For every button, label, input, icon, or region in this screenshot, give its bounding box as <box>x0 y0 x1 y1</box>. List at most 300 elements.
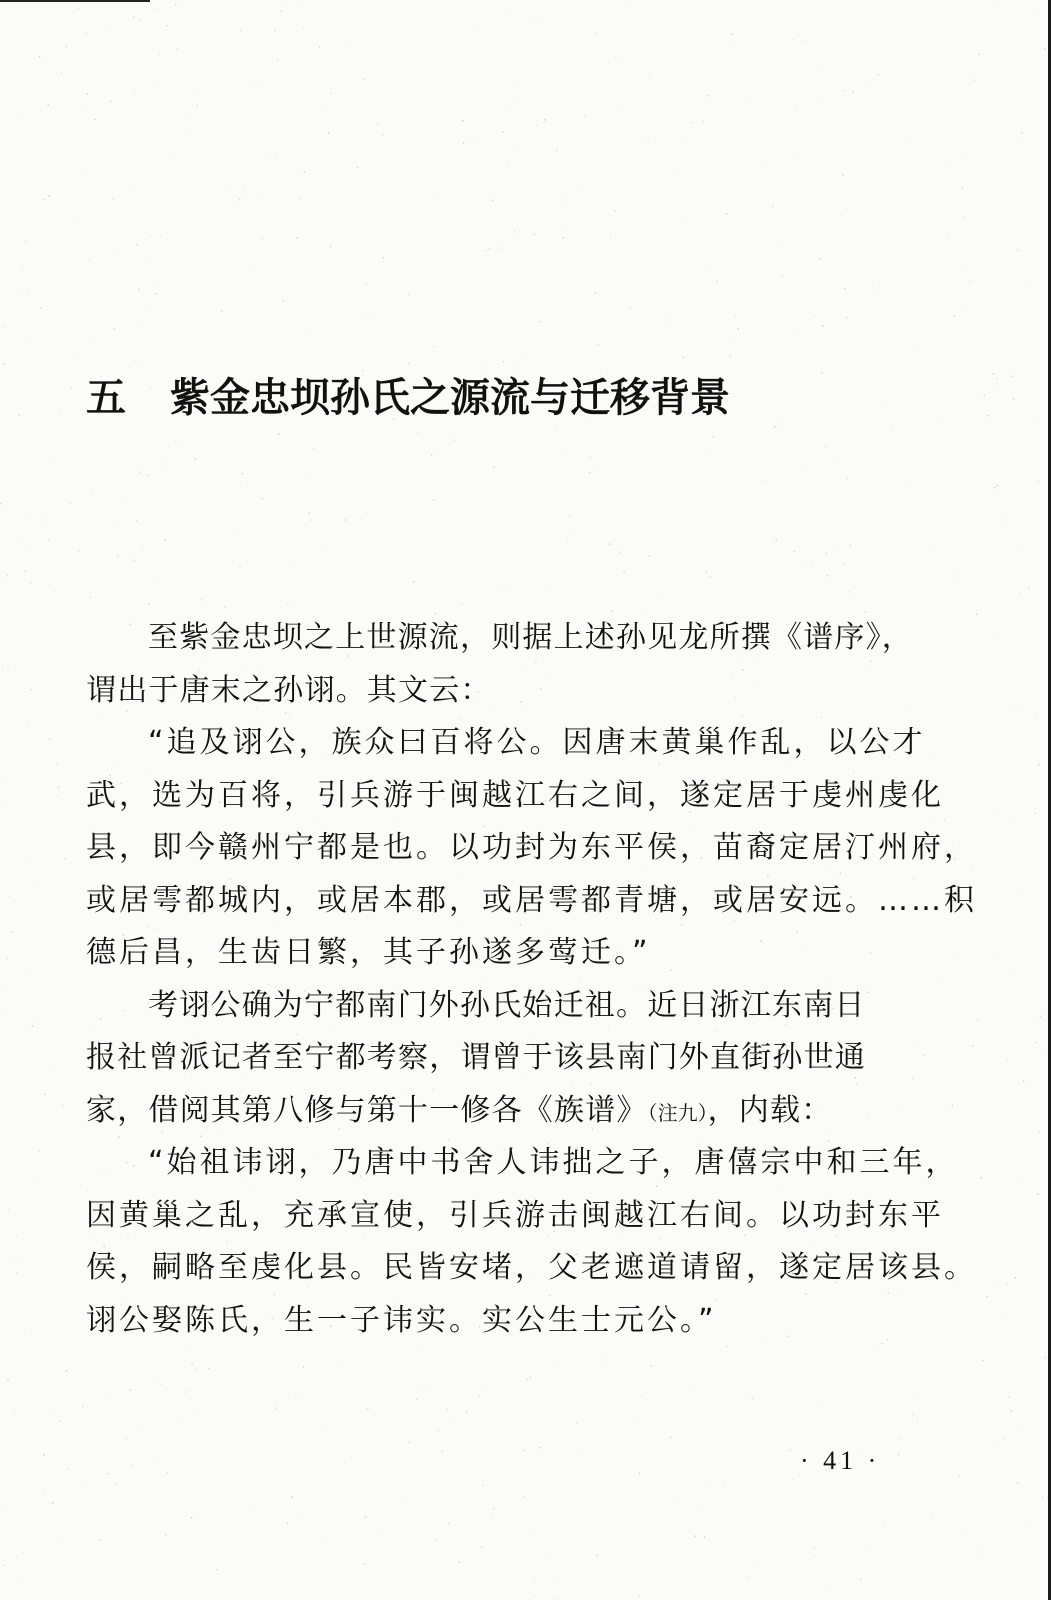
scan-speck <box>186 112 187 113</box>
scan-speck <box>191 1517 193 1519</box>
scan-speck <box>860 1578 862 1580</box>
scan-speck <box>898 1439 899 1440</box>
scan-speck <box>221 310 223 312</box>
scan-speck <box>840 214 841 215</box>
scan-speck <box>1003 1316 1004 1317</box>
footnote-reference: （注九） <box>647 1100 708 1125</box>
scan-speck <box>59 410 60 411</box>
scan-speck <box>166 25 168 27</box>
scan-speck <box>310 328 311 329</box>
scan-speck <box>267 158 268 159</box>
scan-speck <box>1040 1016 1042 1018</box>
chapter-title: 紫金忠坝孙氏之源流与迁移背景 <box>170 374 730 421</box>
scan-speck <box>338 1366 339 1367</box>
scan-speck <box>765 165 766 166</box>
scan-speck <box>290 564 291 565</box>
scan-speck <box>730 356 731 357</box>
scan-speck <box>408 11 409 12</box>
scan-speck <box>35 886 36 887</box>
scan-speck <box>87 109 88 110</box>
scan-speck <box>872 285 873 286</box>
scan-speck <box>706 571 707 572</box>
scan-speck <box>730 341 731 342</box>
scan-speck <box>513 469 514 470</box>
scan-speck <box>256 81 257 82</box>
scan-speck <box>898 1454 900 1456</box>
scan-speck <box>277 59 278 60</box>
scan-speck <box>216 1569 218 1571</box>
scan-speck <box>85 33 86 34</box>
scan-speck <box>34 1177 35 1178</box>
scan-speck <box>61 72 62 73</box>
quote-line: 侯，嗣略至虔化县。民皆安堵，父老遮道请留，遂定居该县。 <box>86 1250 977 1285</box>
scan-speck <box>723 1486 724 1487</box>
scan-speck <box>305 477 306 478</box>
scan-speck <box>413 581 415 583</box>
scan-speck <box>1017 1482 1019 1484</box>
scan-speck <box>706 449 707 450</box>
scan-speck <box>365 1516 367 1518</box>
scan-speck <box>933 551 934 552</box>
scan-speck <box>561 453 562 454</box>
scan-speck <box>1021 132 1023 134</box>
scan-speck <box>953 575 954 576</box>
scan-speck <box>244 189 245 190</box>
scan-speck <box>197 105 198 106</box>
scan-speck <box>1042 1497 1043 1498</box>
scan-speck <box>2 670 3 671</box>
scan-speck <box>461 603 462 604</box>
scan-speck <box>319 47 320 48</box>
scan-speck <box>1003 1438 1004 1439</box>
scan-speck <box>871 1549 872 1550</box>
text-segment: ，内载： <box>707 1092 833 1128</box>
scan-speck <box>175 440 176 441</box>
scan-speck <box>972 869 973 870</box>
scan-speck <box>1017 250 1018 251</box>
scan-speck <box>844 564 845 565</box>
scan-speck <box>298 0 299 1</box>
scan-speck <box>540 321 542 323</box>
scan-speck <box>544 119 546 121</box>
scan-speck <box>133 17 135 19</box>
scan-speck <box>690 122 691 123</box>
scan-speck <box>17 1257 18 1258</box>
scan-speck <box>54 590 55 591</box>
scan-speck <box>78 7 79 8</box>
scan-speck <box>2 1505 3 1506</box>
scan-speck <box>197 1413 198 1414</box>
scan-speck <box>345 519 347 521</box>
scan-speck <box>1035 713 1036 714</box>
scan-speck <box>24 1329 25 1330</box>
scan-speck <box>11 1261 12 1262</box>
scan-speck <box>66 1370 68 1372</box>
scan-speck <box>454 439 455 440</box>
scan-speck <box>141 547 142 548</box>
scan-speck <box>556 426 557 427</box>
scan-speck <box>195 1369 196 1370</box>
scan-speck <box>179 1418 180 1419</box>
scan-speck <box>20 544 21 545</box>
quote-line: 因黄巢之乱，充承宣使，引兵游击闽越江右间。以功封东平 <box>86 1197 944 1233</box>
scan-speck <box>984 394 986 396</box>
scan-speck <box>972 1045 974 1047</box>
scan-speck <box>138 320 139 321</box>
scan-speck <box>157 285 158 286</box>
scan-speck <box>997 378 998 379</box>
scan-speck <box>844 288 846 290</box>
scan-speck <box>1022 706 1023 707</box>
scan-speck <box>997 953 998 954</box>
scan-speck <box>72 670 73 671</box>
scan-speck <box>913 877 914 878</box>
scan-speck <box>1020 1182 1021 1183</box>
scan-speck <box>646 136 647 137</box>
scan-speck <box>953 315 955 317</box>
scan-speck <box>367 1408 369 1410</box>
scan-speck <box>483 1485 484 1486</box>
scan-speck <box>80 175 81 176</box>
scan-speck <box>347 44 348 45</box>
scan-speck <box>25 241 26 242</box>
scan-speck <box>326 1543 327 1544</box>
scan-speck <box>929 753 930 754</box>
scan-speck <box>484 1385 485 1386</box>
scan-speck <box>68 1468 69 1469</box>
scan-speck <box>322 550 323 551</box>
scan-speck <box>649 555 651 557</box>
scan-speck <box>23 1552 24 1553</box>
scan-speck <box>674 171 675 172</box>
scan-speck <box>873 270 874 271</box>
scan-speck <box>160 1384 161 1385</box>
scan-speck <box>776 540 778 542</box>
scan-speck <box>167 239 168 240</box>
scan-speck <box>433 499 435 501</box>
scan-speck <box>30 582 31 583</box>
scan-speck <box>694 1535 696 1537</box>
scan-speck <box>517 367 518 368</box>
scan-speck <box>472 1584 473 1585</box>
scan-speck <box>842 174 844 176</box>
scan-speck <box>544 587 545 588</box>
scan-speck <box>32 1025 34 1027</box>
scan-speck <box>822 325 824 327</box>
scan-speck <box>74 355 75 356</box>
scan-speck <box>7 958 8 959</box>
scan-speck <box>780 423 781 424</box>
scan-speck <box>134 560 135 561</box>
text-line <box>86 1085 906 1138</box>
scan-speck <box>535 18 536 19</box>
scan-speck <box>56 795 57 796</box>
scan-speck <box>1006 1283 1007 1284</box>
scan-speck <box>959 1475 960 1476</box>
scan-speck <box>366 513 367 514</box>
scan-speck <box>858 310 859 311</box>
scan-speck <box>1038 14 1039 15</box>
scan-speck <box>309 513 311 515</box>
scan-speck <box>8 896 9 897</box>
scan-speck <box>147 475 148 476</box>
scan-speck <box>83 1482 84 1483</box>
scan-speck <box>596 1554 598 1556</box>
scan-speck <box>433 346 434 347</box>
scan-speck <box>65 46 66 47</box>
scan-speck <box>18 116 19 117</box>
scan-speck <box>795 106 796 107</box>
scan-speck <box>486 250 487 251</box>
scan-speck <box>1039 1131 1040 1132</box>
scan-speck <box>529 1377 531 1379</box>
scan-speck <box>94 564 95 565</box>
scan-speck <box>827 1586 828 1587</box>
scan-speck <box>466 1411 467 1412</box>
scan-speck <box>27 340 28 341</box>
scan-speck <box>240 482 241 483</box>
scan-speck <box>590 457 591 458</box>
text-segment: 家，借阅其第八修与第十一修各《族谱》 <box>86 1092 648 1128</box>
scan-speck <box>118 525 119 526</box>
scan-speck <box>711 269 712 270</box>
scan-speck <box>826 575 828 577</box>
scan-speck <box>16 1273 17 1274</box>
scan-speck <box>287 1522 289 1524</box>
body-text <box>86 612 977 1347</box>
scan-speck <box>143 263 144 264</box>
scan-speck <box>90 597 91 598</box>
scan-speck <box>561 231 562 232</box>
scan-speck <box>595 32 596 33</box>
scan-speck <box>873 1349 874 1350</box>
scan-speck <box>838 461 839 462</box>
scan-speck <box>330 92 331 93</box>
scan-speck <box>43 199 44 200</box>
scan-speck <box>953 958 954 959</box>
scan-speck <box>117 555 118 556</box>
scan-speck <box>191 1363 192 1364</box>
scan-speck <box>867 82 868 83</box>
scan-speck <box>236 530 237 531</box>
scan-speck <box>18 414 20 416</box>
scan-speck <box>29 974 30 975</box>
scan-speck <box>536 125 537 126</box>
scan-speck <box>823 1405 824 1406</box>
scan-speck <box>287 603 288 604</box>
scan-speck <box>44 520 45 521</box>
scan-speck <box>140 471 141 472</box>
scan-speck <box>365 284 366 285</box>
scan-speck <box>997 485 999 487</box>
scan-speck <box>609 543 611 545</box>
scan-speck <box>1008 823 1009 824</box>
scan-speck <box>1007 1061 1008 1062</box>
scan-speck <box>462 120 464 122</box>
scan-speck <box>21 1576 22 1577</box>
scan-speck <box>129 188 130 189</box>
scan-speck <box>825 446 826 447</box>
scan-speck <box>362 370 363 371</box>
scan-speck <box>507 106 508 107</box>
scan-speck <box>783 245 784 246</box>
scan-speck <box>78 551 79 552</box>
scan-speck <box>1017 1429 1018 1430</box>
scan-speck <box>762 480 763 481</box>
scan-speck <box>662 593 663 594</box>
scan-speck <box>731 33 733 35</box>
scan-speck <box>1045 1357 1047 1359</box>
scan-speck <box>39 56 41 58</box>
scan-speck <box>814 1548 815 1549</box>
scan-speck <box>48 195 50 197</box>
scan-speck <box>351 1457 352 1458</box>
scan-speck <box>151 304 152 305</box>
scan-speck <box>711 1487 712 1488</box>
scan-speck <box>1020 593 1021 594</box>
scan-speck <box>1035 1042 1036 1043</box>
scan-speck <box>980 1177 982 1179</box>
scan-speck <box>881 402 882 403</box>
scan-speck <box>408 1442 409 1443</box>
scan-speck <box>418 433 419 434</box>
scan-speck <box>615 210 616 211</box>
scan-speck <box>0 779 1 780</box>
scan-speck <box>508 166 509 167</box>
scan-speck <box>154 1381 155 1382</box>
scan-speck <box>599 1461 600 1462</box>
scan-speck <box>458 1561 460 1563</box>
scan-speck <box>631 1 632 2</box>
scan-speck <box>448 1523 449 1524</box>
scan-speck <box>44 1492 45 1493</box>
scan-speck <box>64 858 65 859</box>
quote-line: “追及诩公，族众曰百将公。因唐末黄巢作乱，以公才 <box>148 725 926 760</box>
scan-speck <box>852 91 853 92</box>
scan-speck <box>239 199 241 201</box>
scan-speck <box>553 1576 554 1577</box>
scan-speck <box>113 253 114 254</box>
quote-line: 县，即今赣州宁都是也。以功封为东平侯，苗裔定居汀州府， <box>86 830 977 865</box>
scan-speck <box>275 1407 276 1408</box>
scan-speck <box>1012 375 1014 377</box>
scan-speck <box>5 806 6 807</box>
scan-speck <box>998 2 999 3</box>
scan-speck <box>535 1596 536 1597</box>
scan-speck <box>114 328 116 330</box>
scan-speck <box>1025 1524 1026 1525</box>
scan-speck <box>301 258 302 259</box>
scan-speck <box>447 1409 448 1410</box>
scan-speck <box>129 1389 131 1391</box>
scan-speck <box>524 355 525 356</box>
scan-speck <box>669 320 670 321</box>
scan-speck <box>281 11 283 13</box>
scan-speck <box>106 1398 107 1399</box>
scan-speck <box>275 152 276 153</box>
scan-speck <box>94 119 96 121</box>
scan-speck <box>501 247 503 249</box>
scan-speck <box>556 150 557 151</box>
scan-speck <box>135 360 136 361</box>
scan-speck <box>313 448 314 449</box>
scan-speck <box>482 368 483 369</box>
scan-speck <box>481 1546 483 1548</box>
scan-speck <box>821 372 823 374</box>
scan-speck <box>670 1437 672 1439</box>
scan-speck <box>992 373 994 375</box>
scan-speck <box>189 1350 190 1351</box>
scan-speck <box>944 819 945 820</box>
scan-speck <box>876 290 877 291</box>
scan-speck <box>575 528 576 529</box>
scan-speck <box>25 570 27 572</box>
scan-speck <box>52 1502 54 1504</box>
scan-speck <box>746 1578 747 1579</box>
scan-speck <box>589 472 591 474</box>
scan-speck <box>802 40 803 41</box>
scan-speck <box>519 83 520 84</box>
scan-speck <box>162 312 163 313</box>
scan-speck <box>792 1479 793 1480</box>
scan-speck <box>140 1429 141 1430</box>
scan-speck <box>569 516 570 517</box>
scan-speck <box>473 144 474 145</box>
scan-speck <box>682 143 683 144</box>
scan-speck <box>741 1566 742 1567</box>
scan-speck <box>826 553 828 555</box>
scan-speck <box>514 231 515 232</box>
scan-speck <box>70 503 71 504</box>
scan-speck <box>408 294 409 295</box>
scan-speck <box>493 466 495 468</box>
scan-speck <box>255 1505 256 1506</box>
scan-speck <box>978 53 980 55</box>
scan-speck <box>58 786 60 788</box>
scan-speck <box>817 69 818 70</box>
scan-speck <box>234 1458 235 1459</box>
scan-speck <box>16 1235 17 1236</box>
scan-speck <box>431 454 433 456</box>
scan-speck <box>967 268 968 269</box>
scan-speck <box>7 1011 8 1012</box>
scan-speck <box>328 132 330 134</box>
scan-speck <box>794 551 795 552</box>
scan-speck <box>629 308 630 309</box>
scan-speck <box>623 572 625 574</box>
scan-speck <box>57 764 59 766</box>
scan-speck <box>11 932 13 934</box>
scan-speck <box>638 1473 640 1475</box>
scan-speck <box>620 551 621 552</box>
scan-speck <box>610 237 611 238</box>
scan-speck <box>299 198 300 199</box>
scan-speck <box>167 1472 168 1473</box>
scan-speck <box>403 1499 404 1500</box>
scan-speck <box>38 1022 39 1023</box>
scan-speck <box>71 387 72 388</box>
scan-speck <box>912 1077 913 1078</box>
scan-speck <box>847 478 848 479</box>
scan-speck <box>514 147 515 148</box>
scan-speck <box>303 27 304 28</box>
scan-speck <box>533 233 535 235</box>
scan-speck <box>906 140 907 141</box>
scan-speck <box>754 1565 755 1566</box>
scan-speck <box>257 195 258 196</box>
scan-speck <box>801 470 802 471</box>
scan-speck <box>994 487 996 489</box>
